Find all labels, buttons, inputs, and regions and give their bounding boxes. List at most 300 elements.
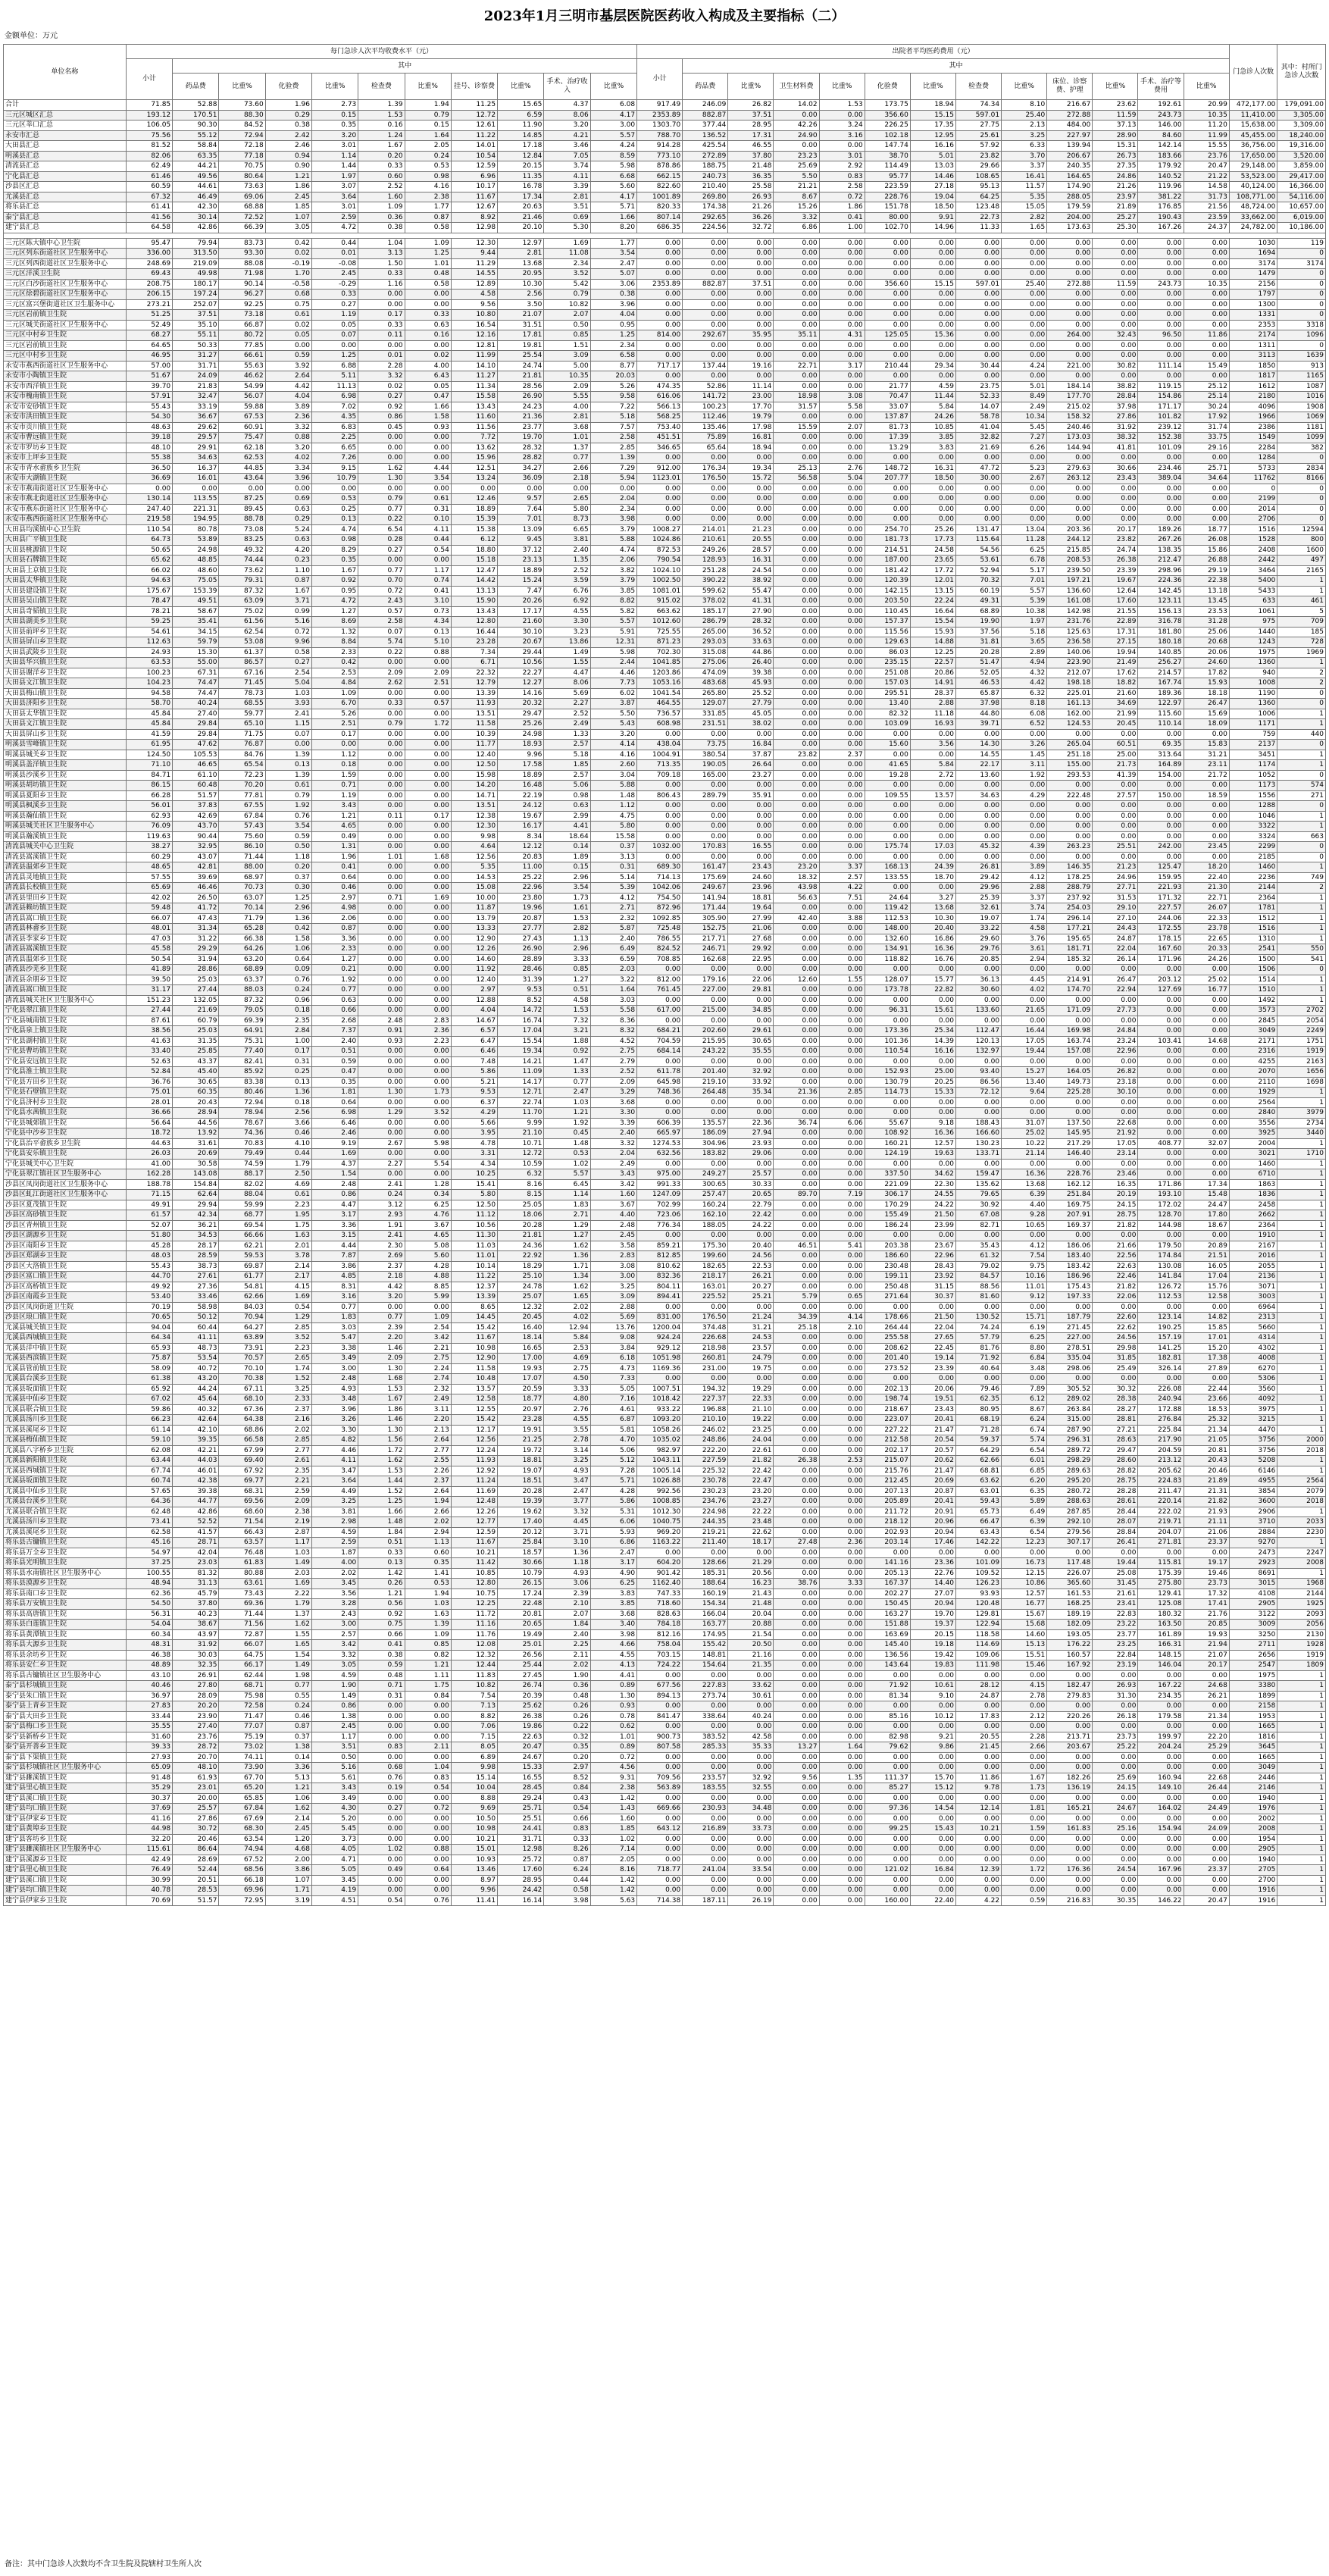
table-cell: 0.00 [358,750,405,760]
table-cell: 160.19 [683,1588,728,1599]
table-cell: 2386 [1229,422,1277,433]
table-cell: 5.69 [590,1313,636,1323]
table-cell: 3.56 [312,1588,358,1599]
table-cell: 0.00 [728,1097,774,1108]
table-cell: 204.07 [1138,1527,1184,1538]
table-cell: 173.63 [1047,223,1093,233]
table-cell: 11.35 [498,171,544,182]
table-cell: 0.00 [955,1670,1001,1681]
table-cell: 25.01 [498,1640,544,1651]
table-cell: 7.54 [451,1691,497,1701]
table-cell: 0.00 [358,1067,405,1078]
table-cell: 14.02 [774,100,819,111]
table-cell: 188.43 [955,1118,1001,1128]
table-cell: 2.13 [1002,121,1047,131]
table-cell: 16.16 [910,1047,955,1057]
table-cell: 24.67 [1093,1804,1138,1814]
table-cell: 101.09 [955,1558,1001,1569]
table-cell: 20.45 [498,1313,544,1323]
table-cell: 134.91 [865,944,910,955]
table-cell: 0.00 [1002,729,1047,740]
table-row [4,1691,1326,1701]
table-cell: 1 [1277,1875,1326,1886]
table-cell: 0.15 [312,110,358,121]
table-cell: 1 [1277,1363,1326,1374]
table-cell: 2.35 [265,1016,311,1026]
table-cell: 1.69 [265,1292,311,1303]
table-cell: 66.23 [126,1415,172,1426]
table-cell: 179.16 [683,975,728,985]
table-cell: 156.13 [1138,606,1184,617]
table-cell: 1 [1277,934,1326,944]
col-ip-exam-ratio: 比重% [1002,74,1047,100]
table-cell: 0.00 [1047,1097,1093,1108]
table-cell: 4.12 [1002,872,1047,883]
table-cell: 203.12 [1138,975,1184,985]
table-cell: 30.10 [498,627,544,637]
table-cell: 73.91 [219,1343,265,1354]
table-cell: 0.00 [683,1548,728,1558]
table-cell: 62.21 [219,1241,265,1251]
table-cell: 1.09 [312,688,358,699]
table-cell: 474.35 [637,381,683,392]
table-cell: 0.00 [1047,249,1093,259]
table-cell: 289.79 [683,790,728,801]
table-cell: 142.14 [1138,141,1184,152]
table-cell: 0.00 [819,1548,865,1558]
table-cell: 136.19 [1047,1783,1093,1794]
table-cell: 3.14 [544,1445,590,1456]
table-cell: 0.87 [265,1722,311,1732]
table-cell: 0.00 [683,1752,728,1763]
table-cell: 0.58 [405,223,451,233]
table-cell: 0.26 [544,1711,590,1722]
table-cell: 1190 [1229,688,1277,699]
table-cell: 0.00 [637,494,683,505]
table-cell: 0.00 [774,1149,819,1160]
table-cell: 20.69 [173,1149,219,1160]
table-cell: 5.10 [405,637,451,648]
table-cell: 24.67 [498,1752,544,1763]
table-cell: 0.00 [910,1875,955,1886]
row-unit-name: 将乐县余坊乡卫生院 [4,1650,127,1660]
table-cell: 17.35 [910,121,955,131]
table-cell: 30.58 [173,1159,219,1169]
table-cell: 1.39 [405,1620,451,1630]
table-cell: 0.01 [312,249,358,259]
table-cell: 28.37 [910,688,955,699]
table-cell: 15.90 [451,596,497,607]
table-cell: 3.42 [312,1640,358,1651]
table-cell: 0.00 [1002,995,1047,1006]
table-cell: 0.92 [544,1047,590,1057]
table-cell: 0.00 [126,484,172,494]
table-cell: 10.21 [955,1824,1001,1835]
table-cell: 17.04 [1184,1272,1229,1282]
table-cell: 0.00 [405,1149,451,1160]
table-cell: 10.82 [451,1681,497,1692]
table-cell: 10.16 [1002,1272,1047,1282]
table-cell: 1 [1277,1394,1326,1405]
table-cell: 10.86 [1002,1579,1047,1589]
table-cell: 15,638.00 [1229,121,1277,131]
table-cell: 19,316.00 [1277,141,1326,152]
table-cell: 216.83 [1047,1895,1093,1906]
table-cell: 3,309.00 [1277,121,1326,131]
table-cell: 1.18 [265,852,311,862]
table-cell: 0.00 [819,433,865,443]
row-unit-name: 三元区列东街道社区卫生服务中心 [4,249,127,259]
table-cell: 0.00 [819,1138,865,1149]
table-cell: 22.42 [728,1466,774,1476]
table-cell: 67.74 [126,1466,172,1476]
table-cell: 2.22 [265,1588,311,1599]
table-cell: 11.67 [451,192,497,202]
table-cell: 0.00 [1138,1169,1184,1180]
table-cell: 21.21 [774,182,819,192]
table-cell: 39.70 [126,381,172,392]
table-cell: 29.47 [1093,1445,1138,1456]
table-cell: 1310 [1229,934,1277,944]
table-cell: 215.07 [865,1456,910,1466]
table-cell: 0.00 [683,453,728,464]
table-cell: 0.84 [405,1691,451,1701]
table-cell: 42.81 [173,862,219,873]
table-cell: 27.80 [173,1681,219,1692]
table-cell: 2.26 [405,1466,451,1476]
table-cell: 7.13 [451,1701,497,1712]
table-cell: 178.15 [1138,934,1184,944]
table-cell: 3.85 [910,433,955,443]
table-cell: 16.77 [1184,985,1229,996]
table-cell: 15.58 [590,831,636,842]
table-cell: 161.53 [1047,1588,1093,1599]
row-unit-name: 永安市燕北街道社区卫生服务中心 [4,494,127,505]
table-cell: 12.38 [451,811,497,822]
table-cell: 289.02 [1047,1394,1093,1405]
col-ip-surgery-ratio: 比重% [1184,74,1229,100]
row-unit-name: 宁化县泉上镇卫生院 [4,1026,127,1037]
table-cell: 2054 [1277,1016,1326,1026]
table-cell: 0.00 [819,1404,865,1415]
table-cell: 6.59 [590,954,636,965]
row-unit-name: 宁化县翠江镇卫生院 [4,1006,127,1016]
table-cell: 1.27 [312,606,358,617]
table-cell: 4.29 [451,1108,497,1119]
table-cell: 0.00 [910,750,955,760]
table-cell: 26.19 [728,1895,774,1906]
table-row [4,1814,1326,1824]
table-cell: 287.90 [1047,1425,1093,1435]
table-cell: 1916 [1229,1895,1277,1906]
table-cell: 32.35 [173,1660,219,1671]
table-cell: 28.84 [1093,1527,1138,1538]
table-cell: 212.47 [1138,556,1184,566]
table-cell: 0.00 [774,1895,819,1906]
table-cell: 6.54 [1002,1445,1047,1456]
table-cell: 186.96 [1047,1272,1093,1282]
table-cell: 0.00 [1184,1855,1229,1865]
table-cell: 1053.16 [637,678,683,689]
row-unit-name: 清流县温郊乡卫生院 [4,862,127,873]
table-cell: 17.80 [1184,1210,1229,1221]
table-cell: 0.00 [683,1159,728,1169]
table-cell: 1.59 [312,770,358,781]
table-cell: 1.33 [544,1067,590,1078]
table-cell: 7.26 [312,453,358,464]
table-cell: 119.96 [1138,182,1184,192]
table-cell: 0.00 [1047,504,1093,515]
table-cell: 0.00 [865,515,910,525]
table-cell: 0.96 [265,995,311,1006]
table-cell: 2.53 [819,1456,865,1466]
table-cell: 31.45 [1093,1579,1138,1589]
table-cell: 0.00 [1002,1834,1047,1845]
table-cell: 2.50 [265,1169,311,1180]
table-cell: 188.78 [126,1179,172,1190]
summary-row [4,130,1326,141]
row-unit-name: 清流县灵地镇卫生院 [4,872,127,883]
table-cell: 251.84 [1047,1190,1093,1200]
table-cell: 0.00 [1184,1814,1229,1824]
table-cell: 0.00 [910,1670,955,1681]
table-cell: 181.71 [1047,944,1093,955]
table-cell: 2.37 [265,1404,311,1415]
table-cell: 0.83 [819,171,865,182]
table-cell: 8.69 [312,617,358,628]
table-cell: 74.36 [219,1128,265,1139]
table-cell: 15.41 [451,1179,497,1190]
table-cell: 0.00 [728,1670,774,1681]
table-cell: 669.66 [637,1804,683,1814]
table-cell: 142.22 [955,1538,1001,1548]
table-cell: 0.20 [544,1752,590,1763]
table-cell: 0.77 [265,1681,311,1692]
table-cell: 3.50 [498,299,544,310]
table-cell: 103.09 [865,719,910,730]
table-cell: 22.61 [728,1445,774,1456]
table-cell: 2137 [1229,740,1277,750]
table-cell: 0.00 [358,290,405,300]
table-cell: 15.98 [451,770,497,781]
table-cell: 0.00 [637,729,683,740]
table-cell: 1.31 [312,842,358,853]
table-cell: 0.00 [405,1128,451,1139]
table-cell: 1.49 [312,1691,358,1701]
table-cell: 0.31 [358,1691,405,1701]
table-cell: 27.43 [498,934,544,944]
table-cell: 5.71 [590,1476,636,1487]
table-cell: 49.31 [955,596,1001,607]
table-cell: 1.92 [265,801,311,812]
table-cell: 1.89 [544,852,590,862]
table-cell: 894.13 [637,1691,683,1701]
table-cell: 408.77 [1138,1138,1184,1149]
table-cell: 2.57 [819,872,865,883]
table-cell: 30.14 [173,212,219,223]
table-cell: 776.34 [637,1220,683,1231]
table-cell: 390.22 [683,576,728,587]
table-cell: 48,724.00 [1229,202,1277,213]
table-cell: 96.31 [865,1006,910,1016]
row-unit-name: 尤溪县汇总 [4,192,127,202]
table-cell: 3.79 [590,524,636,535]
table-cell: 10.56 [451,1220,497,1231]
table-cell: 2473 [1229,1548,1277,1558]
table-row [4,1824,1326,1835]
table-cell: 1.21 [265,1783,311,1794]
table-cell: 4.41 [590,1670,636,1681]
table-cell: 28.95 [728,121,774,131]
table-cell: 2.49 [1002,402,1047,412]
row-unit-name: 尤溪县溪尾乡卫生院 [4,1527,127,1538]
table-cell: 4.20 [265,545,311,556]
row-unit-name: 泰宁县新桥乡卫生院 [4,1732,127,1742]
table-cell: 1174 [1229,760,1277,771]
table-cell: 230.93 [683,1804,728,1814]
table-cell: 6.58 [590,351,636,362]
table-cell: 54.04 [126,1620,172,1630]
table-cell: 0.00 [358,453,405,464]
table-cell: 0.00 [774,1343,819,1354]
row-unit-name: 建宁县里心镇卫生院 [4,1865,127,1876]
table-row [4,822,1326,832]
table-cell: 1.20 [265,1834,311,1845]
table-cell: 0.00 [774,1302,819,1313]
table-cell: 831.00 [637,1313,683,1323]
table-cell: 7.47 [498,586,544,596]
table-cell: 20.28 [498,1220,544,1231]
table-cell: 84.52 [219,121,265,131]
table-cell: 2.48 [312,1179,358,1190]
table-cell: 4.42 [1002,678,1047,689]
table-cell: 1.07 [265,1875,311,1886]
table-cell: 113.55 [173,494,219,505]
table-cell: 6.25 [590,1579,636,1589]
table-cell: 51.80 [126,1231,172,1241]
table-cell: 0.82 [405,1650,451,1660]
table-cell: 21.26 [1093,182,1138,192]
table-cell: 21.48 [728,161,774,172]
table-cell: 15.18 [451,556,497,566]
table-cell: 63.57 [219,1538,265,1548]
table-cell: 3.98 [544,1895,590,1906]
table-cell: 17.01 [1184,1333,1229,1344]
table-cell: 41.00 [126,1159,172,1169]
table-cell: 0.00 [774,1670,819,1681]
table-cell: 0.00 [405,1118,451,1128]
row-unit-name: 沙县区高砂镇卫生院 [4,1210,127,1221]
table-cell: 0.00 [910,453,955,464]
table-cell: 5.57 [544,1169,590,1180]
table-cell: 39.71 [955,719,1001,730]
table-cell: 227.00 [683,985,728,996]
table-cell: 58.67 [173,606,219,617]
table-cell: 1 [1277,719,1326,730]
table-cell: 0.00 [683,340,728,351]
table-cell: 975.00 [637,1169,683,1180]
table-cell: 75.60 [219,831,265,842]
row-unit-name: 尤溪县台溪乡卫生院 [4,1497,127,1507]
table-cell: 1975 [1229,647,1277,658]
table-cell: 0.00 [865,238,910,249]
table-cell: 5.26 [590,381,636,392]
table-cell: 4.47 [544,668,590,678]
table-cell: 915.02 [637,596,683,607]
table-cell: 1 [1277,1773,1326,1783]
table-cell: 167.22 [1138,1681,1184,1692]
table-cell: 0.00 [1184,1026,1229,1037]
table-cell: 33.75 [1184,433,1229,443]
table-cell: 22.04 [1093,944,1138,955]
table-cell: 0.95 [312,586,358,596]
table-cell: 2000 [1277,1435,1326,1446]
table-cell: 1.62 [358,1456,405,1466]
table-cell: 275.80 [1138,1579,1184,1589]
table-cell: 25.06 [1184,627,1229,637]
table-cell: 271 [1277,790,1326,801]
table-cell: 164.89 [1138,760,1184,771]
table-cell: 461 [1277,596,1326,607]
table-cell: 1.39 [590,453,636,464]
table-cell: 0.00 [774,515,819,525]
table-cell: 23.19 [1093,1660,1138,1671]
table-cell: 17.24 [498,1588,544,1599]
table-cell: 0.00 [910,822,955,832]
table-cell: 0.00 [774,238,819,249]
table-cell: 0.00 [728,729,774,740]
table-cell: 0.00 [865,1159,910,1169]
table-cell: 26.50 [173,893,219,903]
table-cell: 224.83 [1138,1476,1184,1487]
table-cell: 3.54 [265,822,311,832]
table-cell: 0.00 [819,1681,865,1692]
table-cell: 2.59 [312,1538,358,1548]
table-cell: 0.00 [405,453,451,464]
table-cell: 212.58 [865,1435,910,1446]
table-cell: 11.70 [498,1108,544,1119]
table-cell: 20.85 [955,954,1001,965]
table-cell: 0.00 [358,1793,405,1804]
table-cell: 21.50 [910,1210,955,1221]
table-cell: 2.49 [590,1159,636,1169]
table-cell: 187.00 [865,556,910,566]
table-cell: 0.00 [819,494,865,505]
row-unit-name: 永安市燕西街道社区卫生服务中心 [4,361,127,371]
row-unit-name: 沙县区湖源乡卫生院 [4,1231,127,1241]
table-cell: 0.00 [683,1231,728,1241]
table-cell: 2834 [1277,463,1326,474]
table-cell: 0.79 [544,290,590,300]
table-cell: 174.70 [1047,985,1093,996]
table-cell: 68.86 [219,1425,265,1435]
table-cell: 62.93 [126,811,172,822]
table-row [4,1660,1326,1671]
table-cell: 0.00 [1047,1159,1093,1169]
table-cell: 71.47 [219,1711,265,1722]
table-cell: 45,455.00 [1229,130,1277,141]
table-cell: 15.48 [1184,1190,1229,1200]
table-cell: 6.57 [451,1026,497,1037]
table-cell: 22.57 [910,658,955,668]
table-cell: 305.52 [1047,1384,1093,1394]
table-cell: 2.87 [265,1527,311,1538]
table-cell: 0.41 [819,212,865,223]
table-cell: 1.38 [265,1742,311,1753]
table-cell: 0.00 [1184,1752,1229,1763]
table-cell: 1.27 [544,1231,590,1241]
table-cell: 25.07 [498,1292,544,1303]
